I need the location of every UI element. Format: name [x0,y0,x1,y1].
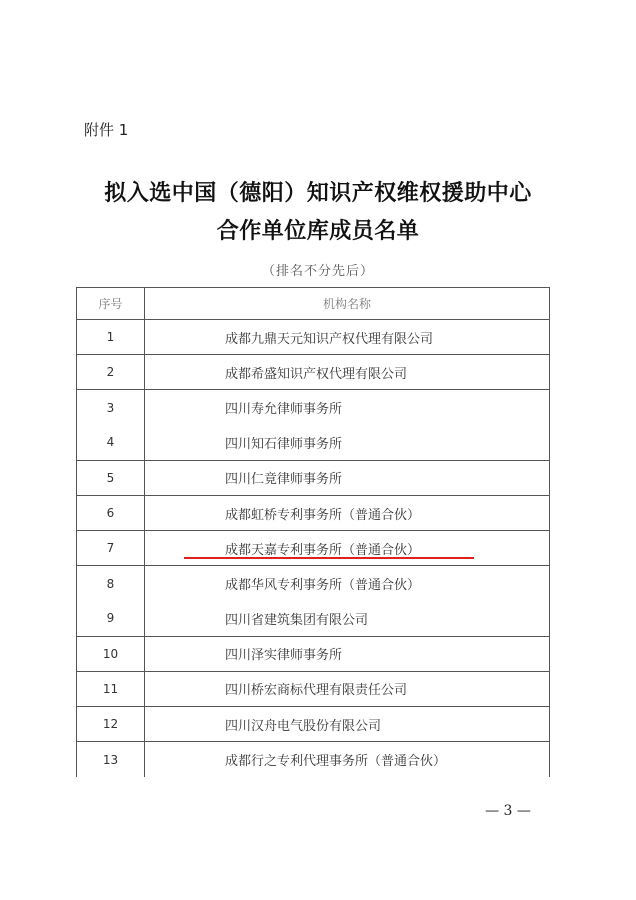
document-title-line2: 合作单位库成员名单 [216,219,420,244]
organization-name: 四川汉舟电气股份有限公司 [145,707,550,742]
organization-name: 成都虹桥专利事务所（普通合伙） [145,495,550,530]
red-highlight-underline [184,557,474,559]
attachment-label: 附件 1 [84,121,129,139]
row-number: 5 [77,460,145,495]
table-row [77,531,550,566]
row-number: 8 [77,566,145,601]
organization-name: 四川寿允律师事务所 [145,390,550,425]
organization-name: 四川省建筑集团有限公司 [145,601,550,636]
organization-name: 成都天嘉专利事务所（普通合伙） [145,531,550,566]
row-number: 2 [77,355,145,390]
row-number: 1 [77,320,145,355]
table-row [77,320,550,355]
organization-name: 四川桥宏商标代理有限责任公司 [145,671,550,706]
table-row [77,707,550,742]
organization-name: 成都希盛知识产权代理有限公司 [145,355,550,390]
column-header-no: 序号 [77,288,145,320]
organization-name: 四川知石律师事务所 [145,425,550,460]
page-number: — 3 — [485,803,531,819]
row-number: 12 [77,707,145,742]
table-row [77,636,550,671]
table-header-row [77,288,550,320]
row-number: 6 [77,495,145,530]
table-row [77,425,550,460]
row-number: 4 [77,425,145,460]
table-row [77,601,550,636]
table-row [77,390,550,425]
table-row [77,671,550,706]
member-table [76,287,550,777]
organization-name: 成都行之专利代理事务所（普通合伙） [145,742,550,777]
row-number: 13 [77,742,145,777]
organization-name: 成都九鼎天元知识产权代理有限公司 [145,320,550,355]
organization-name: 四川仁竟律师事务所 [145,460,550,495]
document-title-line1: 拟入选中国（德阳）知识产权维权援助中心 [104,181,532,206]
row-number: 9 [77,601,145,636]
ordering-note: （排名不分先后） [261,264,374,279]
organization-name: 四川泽实律师事务所 [145,636,550,671]
table-row [77,495,550,530]
table-row [77,355,550,390]
row-number: 3 [77,390,145,425]
table-row [77,742,550,777]
row-number: 10 [77,636,145,671]
column-header-name: 机构名称 [145,288,550,320]
row-number: 7 [77,531,145,566]
organization-name: 成都华风专利事务所（普通合伙） [145,566,550,601]
table-row [77,566,550,601]
row-number: 11 [77,671,145,706]
table-row [77,460,550,495]
